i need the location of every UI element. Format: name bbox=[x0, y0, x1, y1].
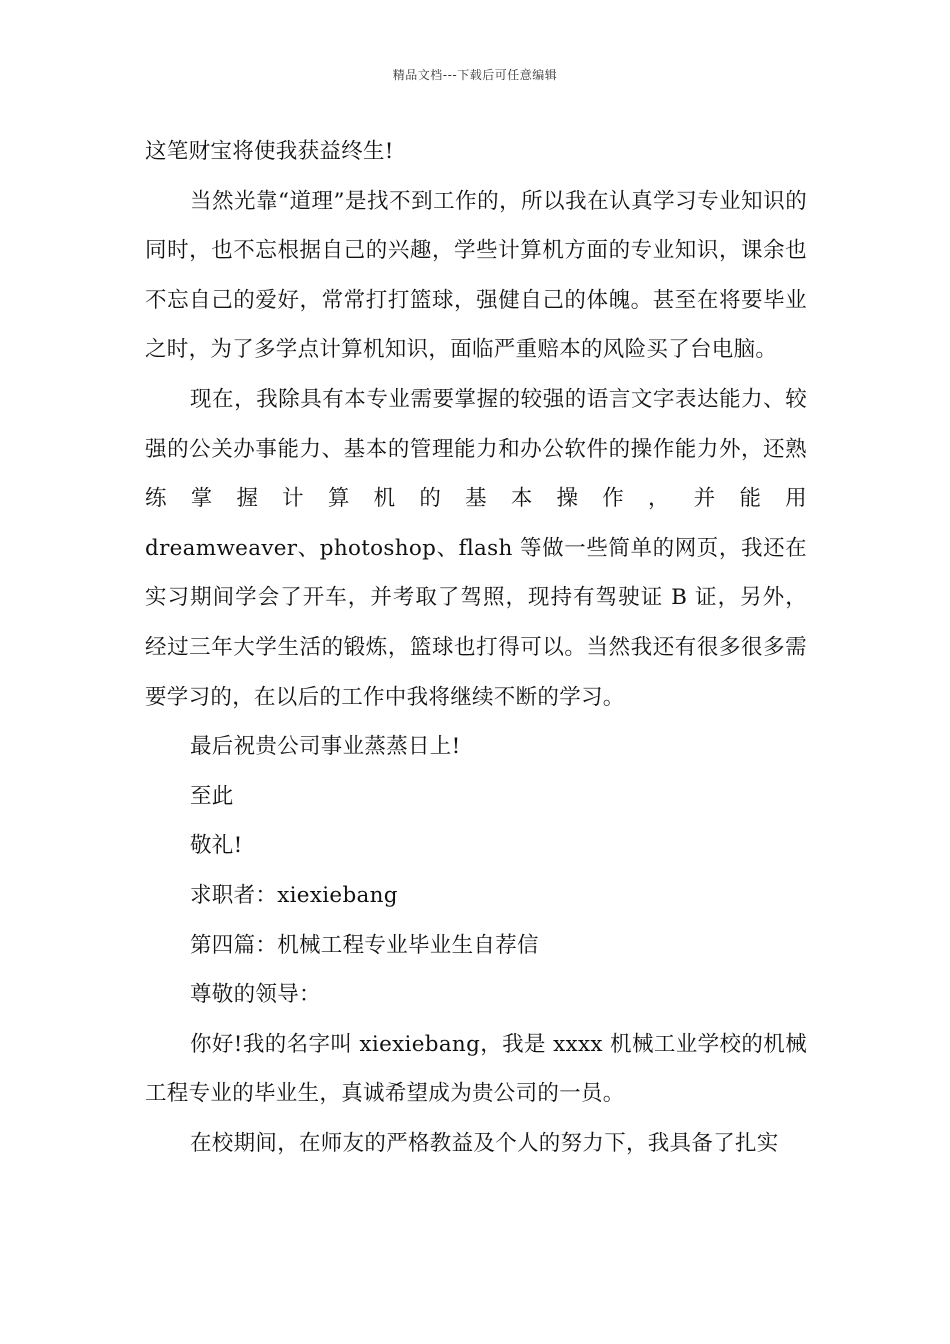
paragraph-text: 当然光靠“道理”是找不到工作的，所以我在认真学习专业知识的同时，也不忘根据自己的兴趣，学些计算机方面的专业知识，课余也不忘自己的爱好，常常打打篮球，强健自己的体魄。甚至在将要毕业之时，为了多学点计算机知识，面临严重赔本的风险买了台电脑。 bbox=[145, 188, 807, 363]
paragraph-text: 最后祝贵公司事业蒸蒸日上! bbox=[190, 734, 461, 760]
paragraph-text: dreamweaver、photoshop、flash 等做一些简单的网页，我还在实习期间学会了开车，并考取了驾照，现持有驾驶证 B 证，另外，经过三年大学生活的锻炼，篮球也打得可以。当然我还有很多很多需要学习的，在以后的工作中我将继续不断的学习。 bbox=[145, 535, 807, 710]
paragraph-text: 你好!我的名字叫 xiexiebang，我是 xxxx 机械工业学校的机械工程专业的毕业生，真诚希望成为贵公司的一员。 bbox=[145, 1031, 807, 1107]
paragraph-text: 现在，我除具有本专业需要掌握的较强的语言文字表达能力、较强的公关办事能力、基本的管理能力和办公软件的操作能力外，还熟练掌握计算机的基本操作，并能用 bbox=[145, 386, 807, 512]
paragraph-text: 这笔财宝将使我获益终生! bbox=[145, 139, 394, 164]
paragraph-text: 在校期间，在师友的严格教益及个人的努力下，我具备了扎实 bbox=[190, 1130, 779, 1156]
paragraph-text: 敬礼! bbox=[190, 833, 243, 859]
section-heading: 第四篇：机械工程专业毕业生自荐信 bbox=[190, 932, 539, 958]
paragraph-text: 尊敬的领导： bbox=[190, 982, 321, 1008]
page-header: 精品文档---下载后可任意编辑 bbox=[392, 68, 558, 82]
document-body bbox=[145, 127, 807, 1168]
paragraph-text: 求职者：xiexiebang bbox=[190, 882, 398, 908]
paragraph-text: 至此 bbox=[190, 783, 234, 809]
